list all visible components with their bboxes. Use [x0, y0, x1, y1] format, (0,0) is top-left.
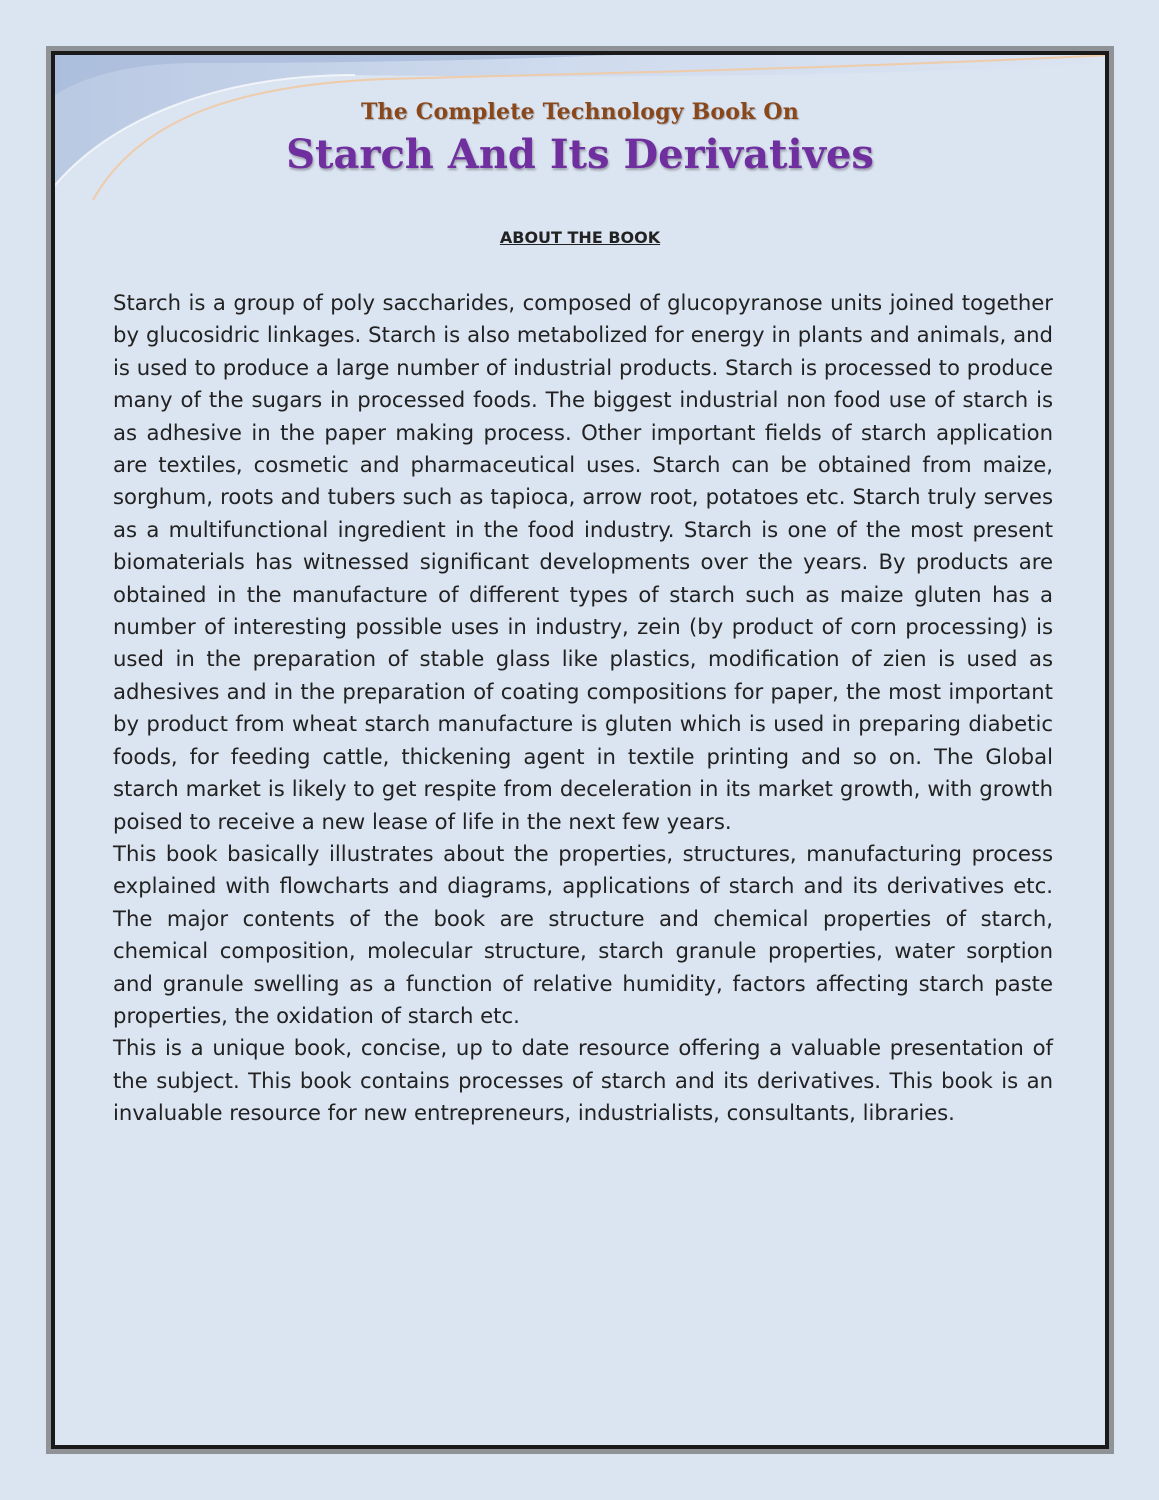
body-paragraph-3: This is a unique book, concise, up to date resource offering a valuable presentation of the subject. This book contains processes of starch and its derivatives. This book is an invaluable resource for new entrepreneurs, industrialists, consultants, libraries. — [113, 1035, 1053, 1126]
body-paragraph-1: Starch is a group of poly saccharides, composed of glucopyranose units joined together by glucosidric linkages. Starch is also metabolized for energy in plants and animals, and is used to produce a large number of industrial products. Starch is processed to produce many of the sugars in processed foods. The biggest industrial non food use of starch is as adhesive in the paper making process. Other important fields of starch application are textiles, cosmetic and pharmaceutical uses. Starch can be obtained from maize, sorghum, roots and tubers such as tapioca, arrow root, potatoes etc. Starch truly serves as a multifunctional ingredient in the food industry. Starch is one of the most present biomaterials has witnessed significant developments over the years. By products are obtained in the manufacture of different types of starch such as maize gluten has a number of interesting possible uses in industry, zein (by product of corn processing) is used in the preparation of stable glass like plastics, modification of zien is used as adhesives and in the preparation of coating compositions for paper, the most important by product from wheat starch manufacture is gluten which is used in preparing diabetic foods, for feeding cattle, thickening agent in textile printing and so on. The Global starch market is likely to get respite from deceleration in its market growth, with growth poised to receive a new lease of life in the next few years. — [113, 290, 1053, 834]
book-subtitle: The Complete Technology Book On — [360, 99, 799, 125]
book-header — [55, 99, 1105, 178]
about-the-book-heading: ABOUT THE BOOK — [499, 228, 661, 247]
about-the-book-body — [113, 287, 1053, 1130]
body-paragraph-2: This book basically illustrates about the properties, structures, manufacturing process explained with flowcharts and diagrams, applications of starch and its derivatives etc. The major contents of the book are structure and chemical properties of starch, chemical composition, molecular structure, starch granule properties, water sorption and granule swelling as a function of relative humidity, factors affecting starch paste properties, the oxidation of starch etc. — [113, 840, 1053, 1028]
page-frame — [46, 46, 1114, 1454]
book-title: Starch And Its Derivatives — [286, 131, 874, 178]
page-content-area — [51, 51, 1109, 1449]
